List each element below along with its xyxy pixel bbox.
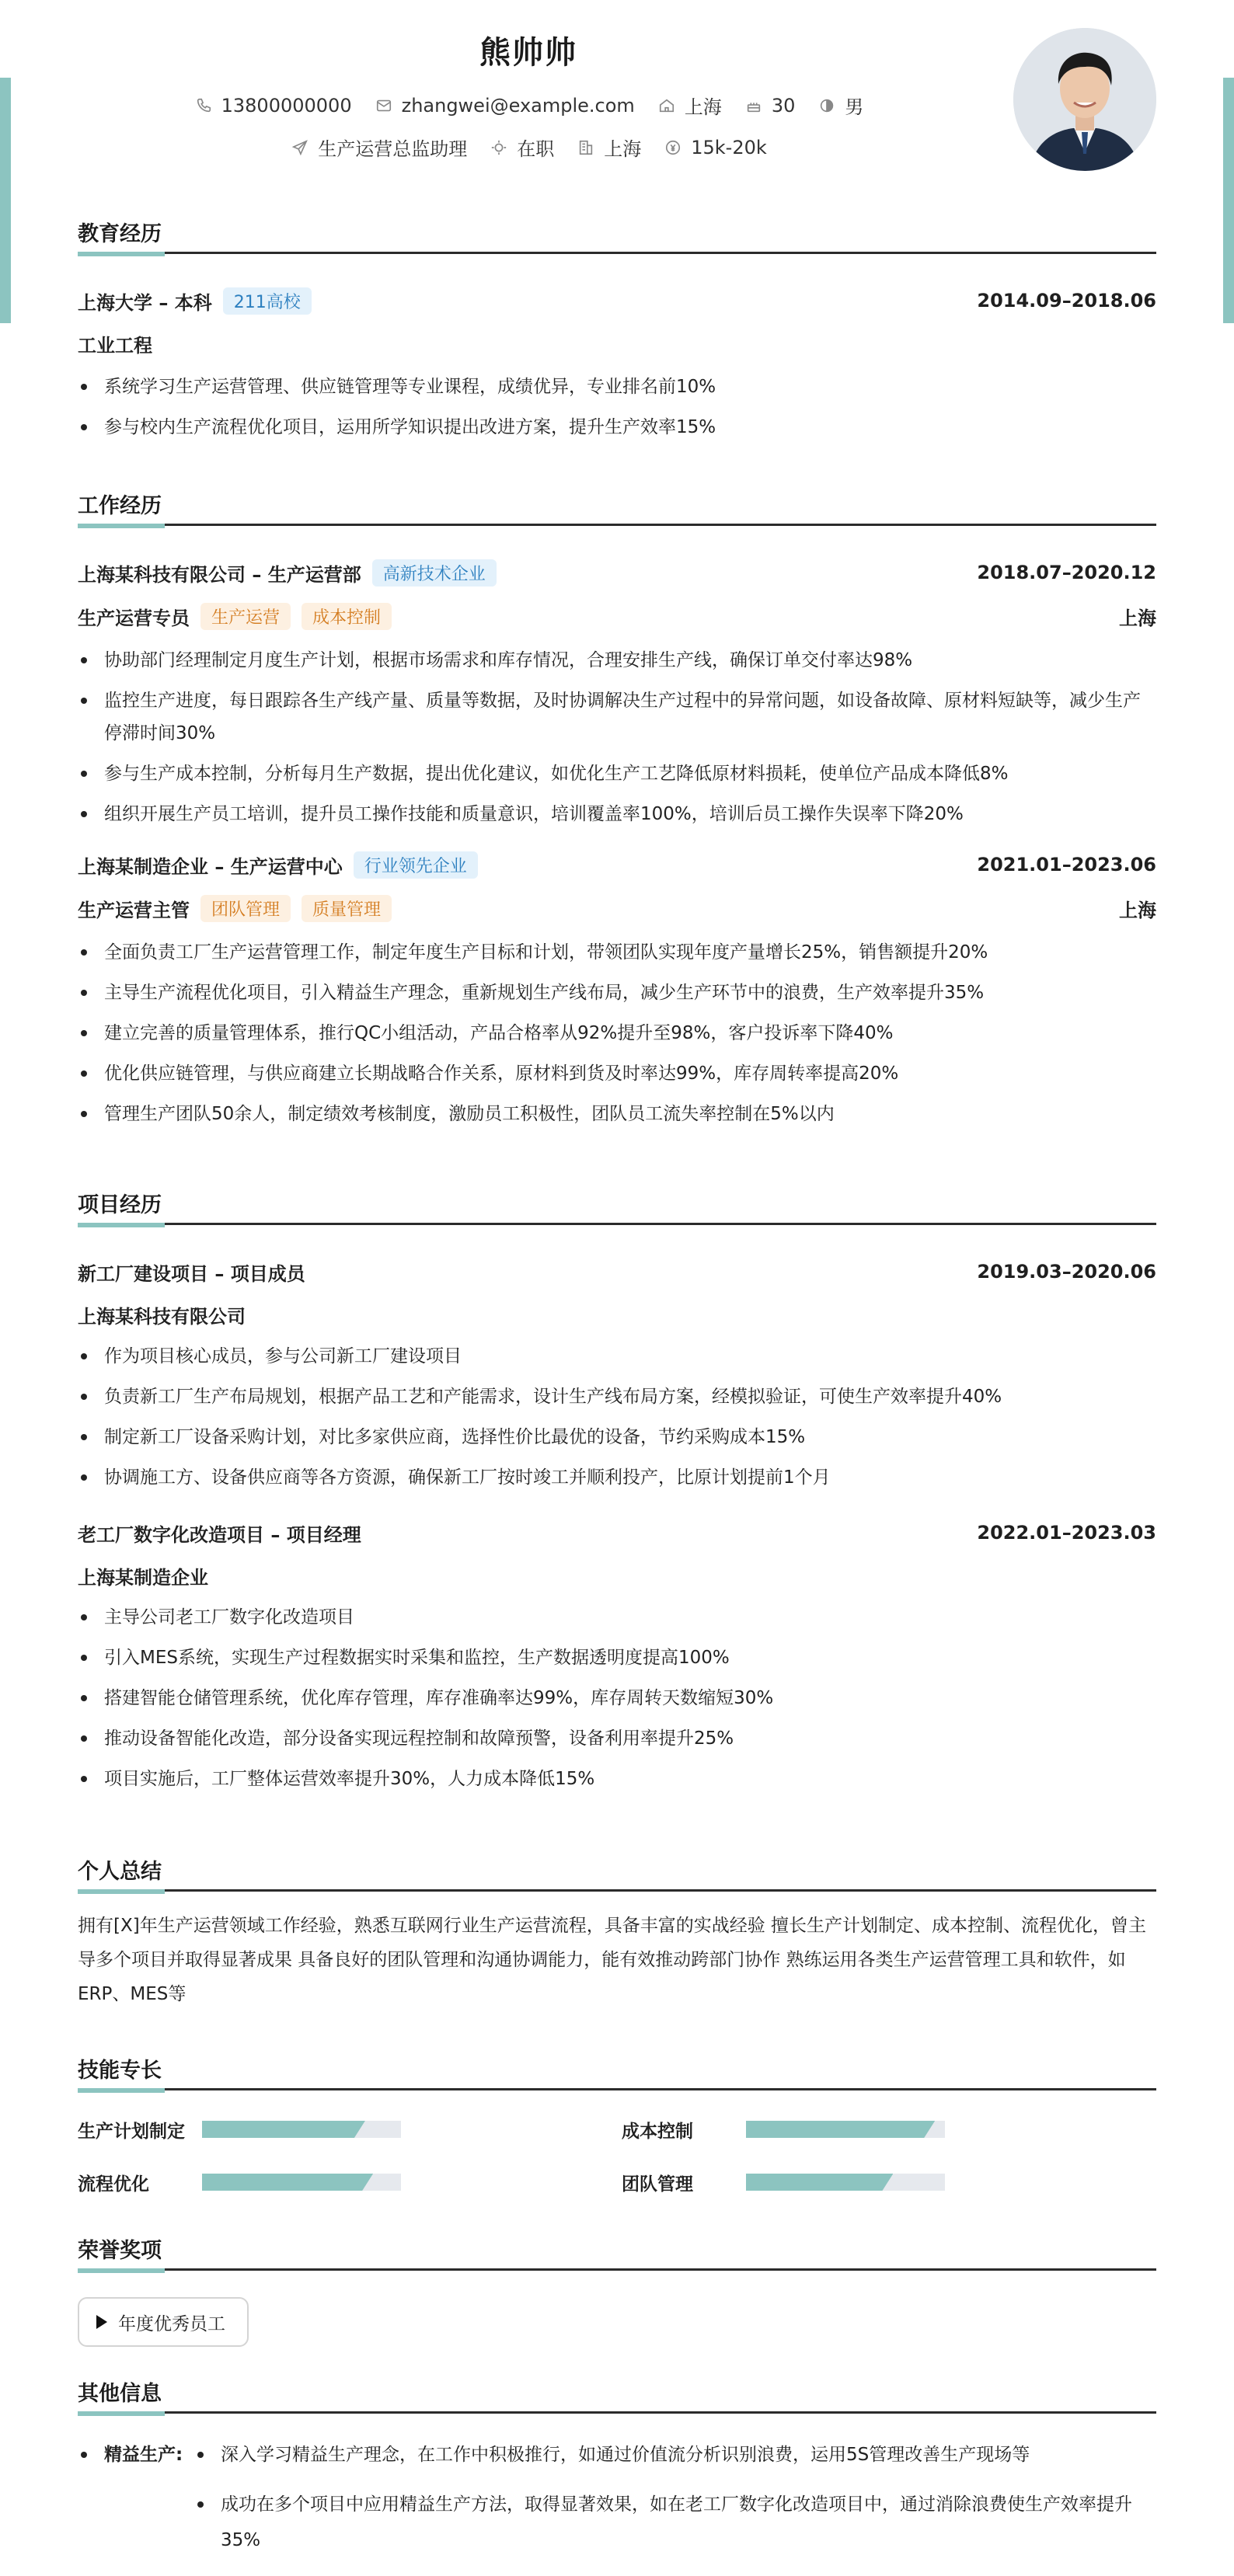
list-item: 参与校内生产流程优化项目，运用所学知识提出改进方案，提升生产效率15%: [78, 411, 1156, 444]
age-info: [744, 95, 796, 117]
section-divider: [78, 524, 1156, 526]
role-tag: 质量管理: [302, 895, 392, 922]
salary-text: 15k-20k: [691, 136, 767, 158]
company-tag: 行业领先企业: [354, 851, 478, 879]
award-badge: [78, 2297, 249, 2347]
gender-icon: [817, 96, 837, 116]
section-divider: [78, 1889, 1156, 1892]
list-item: 主导生产流程优化项目，引入精益生产理念，重新规划生产线布局，减少生产环节中的浪费，生产效率提升35%: [78, 976, 1156, 1009]
phone-icon: [193, 96, 214, 116]
list-item: 组织开展生产员工培训，提升员工操作技能和质量意识，培训覆盖率100%，培训后员工操作失误率下降20%: [78, 798, 1156, 830]
other-bullets: [194, 2437, 1156, 2558]
city-text: 上海: [684, 96, 722, 118]
job-role-row: [78, 886, 1156, 930]
project-bullets: [78, 1340, 1156, 1494]
list-item: 制定新工厂设备采购计划，对比多家供应商，选择性价比最优的设备，节约采购成本15%: [78, 1421, 1156, 1453]
salary-info: [663, 137, 767, 158]
section-divider: [78, 2411, 1156, 2414]
list-item: 主导公司老工厂数字化改造项目: [78, 1601, 1156, 1634]
project-name: 新工厂建设项目 – 项目成员: [78, 1262, 305, 1285]
project-org: 上海某制造企业: [78, 1567, 208, 1589]
other-key: 精益生产:: [104, 2437, 183, 2473]
skill-fill: [202, 2121, 365, 2138]
section-divider: [78, 252, 1156, 254]
section-divider: [78, 2088, 1156, 2090]
gender-text: 男: [845, 96, 864, 118]
skill-bar: [202, 2174, 401, 2191]
skill-item: [78, 2111, 622, 2148]
skill-bar: [746, 2121, 945, 2138]
list-item: 建立完善的质量管理体系，推行QC小组活动，产品合格率从92%提升至98%，客户投诉率下降40%: [78, 1017, 1156, 1050]
company-name: 上海某科技有限公司 – 生产运营部: [78, 563, 361, 586]
skill-fill: [746, 2121, 935, 2138]
resume-header: [78, 0, 1156, 202]
company-tag: 高新技术企业: [372, 559, 497, 587]
list-item: 系统学习生产运营管理、供应链管理等专业课程，成绩优异，专业排名前10%: [78, 371, 1156, 403]
honors-title: 荣誉奖项: [78, 2239, 162, 2263]
right-accent-bar: [1223, 78, 1234, 323]
section-divider: [78, 2268, 1156, 2271]
job-bullets: [78, 936, 1156, 1130]
phone-info: [193, 95, 352, 117]
award-label: 年度优秀员工: [118, 2313, 225, 2334]
age-text: 30: [771, 94, 796, 117]
list-item: 作为项目核心成员，参与公司新工厂建设项目: [78, 1340, 1156, 1373]
home-icon: [657, 96, 677, 116]
role-tag: 团队管理: [200, 895, 291, 922]
work-title: 工作经历: [78, 494, 162, 518]
city-info: [657, 92, 722, 119]
play-triangle-icon: [96, 2315, 107, 2329]
job-location: 上海: [1119, 607, 1156, 629]
mail-icon: [374, 96, 394, 116]
email-text: zhangwei@example.com: [401, 94, 635, 117]
work-section: [78, 489, 1156, 1138]
status-text: 在职: [517, 138, 555, 160]
job-location: 上海: [1119, 899, 1156, 921]
skill-item: [78, 2163, 622, 2201]
cake-icon: [744, 96, 764, 116]
education-bullets: [78, 371, 1156, 444]
list-item: 监控生产进度，每日跟踪各生产线产量、质量等数据，及时协调解决生产过程中的异常问题，如设备故障、原材料短缺等，减少生产停滞时间30%: [78, 684, 1156, 750]
skill-label: 流程优化: [78, 2174, 149, 2195]
project-date: 2019.03–2020.06: [977, 1261, 1156, 1283]
skills-title: 技能专长: [78, 2059, 162, 2083]
target-city-text: 上海: [604, 138, 642, 160]
education-section: [78, 218, 1156, 451]
avatar: [1013, 28, 1156, 171]
candidate-name: 熊帅帅: [479, 35, 577, 71]
list-item: 深入学习精益生产理念，在工作中积极推行，如通过价值流分析识别浪费，运用5S管理改善生产现场等: [194, 2437, 1156, 2473]
send-icon: [290, 138, 310, 158]
school-tag: 211高校: [223, 287, 312, 315]
status-icon: [489, 138, 509, 158]
project-name: 老工厂数字化改造项目 – 项目经理: [78, 1523, 361, 1546]
skill-fill: [202, 2174, 373, 2191]
job-date: 2021.01–2023.06: [977, 854, 1156, 875]
email-info: [374, 95, 635, 117]
list-item: 推动设备智能化改造，部分设备实现远程控制和故障预警，设备利用率提升25%: [78, 1722, 1156, 1755]
project-row: [78, 1511, 1156, 1554]
job-company-row: [78, 551, 1156, 594]
skills-grid: [78, 2111, 1156, 2201]
resume-page: [78, 0, 1156, 2550]
skill-fill: [746, 2174, 893, 2191]
major: 工业工程: [78, 335, 152, 357]
role-tag: 生产运营: [200, 603, 291, 630]
projects-section: [78, 1189, 1156, 1803]
education-date: 2014.09–2018.06: [977, 290, 1156, 312]
status-info: [489, 134, 554, 161]
list-item: 引入MES系统，实现生产过程数据实时采集和监控，生产数据透明度提高100%: [78, 1641, 1156, 1674]
left-accent-bar: [0, 78, 11, 323]
projects-title: 项目经历: [78, 1193, 162, 1217]
skill-bar: [202, 2121, 401, 2138]
company-name: 上海某制造企业 – 生产运营中心: [78, 855, 343, 878]
honors-section: [78, 2234, 1156, 2347]
job-company-row: [78, 843, 1156, 886]
role-tag: 成本控制: [302, 603, 392, 630]
position-info: [290, 134, 467, 161]
project-date: 2022.01–2023.03: [977, 1522, 1156, 1544]
skills-section: [78, 2054, 1156, 2201]
list-item: 协助部门经理制定月度生产计划，根据市场需求和库存情况，合理安排生产线，确保订单交付率达98%: [78, 644, 1156, 677]
skill-item: [622, 2111, 1156, 2148]
project-row: [78, 1250, 1156, 1293]
list-item: 项目实施后，工厂整体运营效率提升30%，人力成本降低15%: [78, 1763, 1156, 1795]
money-icon: [663, 138, 683, 158]
target-city-info: [576, 134, 641, 161]
skill-label: 生产计划制定: [78, 2121, 185, 2142]
project-org: 上海某科技有限公司: [78, 1306, 246, 1328]
list-item: 负责新工厂生产布局规划，根据产品工艺和产能需求，设计生产线布局方案，经模拟验证，可使生产效率提升40%: [78, 1380, 1156, 1413]
skill-item: [622, 2163, 1156, 2201]
education-row: [78, 279, 1156, 322]
other-section: [78, 2377, 1156, 2572]
school-name: 上海大学 – 本科: [78, 291, 212, 314]
skill-bar: [746, 2174, 945, 2191]
other-title: 其他信息: [78, 2382, 162, 2406]
list-item: 优化供应链管理，与供应商建立长期战略合作关系，原材料到货及时率达99%，库存周转率提高20%: [78, 1057, 1156, 1090]
building-icon: [576, 138, 596, 158]
other-item: [78, 2437, 1156, 2558]
position-text: 生产运营总监助理: [318, 138, 468, 160]
phone-text: 13800000000: [221, 94, 352, 117]
job-intent-row: [78, 134, 979, 161]
job-role-row: [78, 594, 1156, 638]
gender-info: [817, 92, 863, 119]
job-role: 生产运营主管: [78, 899, 190, 921]
summary-text: 拥有[X]年生产运营领域工作经验，熟悉互联网行业生产运营流程，具备丰富的实战经验 擅长生产计划制定、成本控制、流程优化，曾主导多个项目并取得显著成果 具备良好的团队管理和沟通协调能力，能有效推动跨部门协作 熟练运用各类生产运营管理工具和软件，如ERP、MES等: [78, 1916, 1147, 2004]
education-title: 教育经历: [78, 222, 162, 246]
summary-title: 个人总结: [78, 1860, 162, 1884]
summary-section: [78, 1855, 1156, 2011]
skill-label: 团队管理: [622, 2174, 693, 2195]
project-bullets: [78, 1601, 1156, 1795]
job-date: 2018.07–2020.12: [977, 562, 1156, 583]
job-role: 生产运营专员: [78, 607, 190, 629]
section-divider: [78, 1223, 1156, 1225]
contact-row: [78, 92, 979, 119]
skill-label: 成本控制: [622, 2121, 693, 2142]
list-item: 协调施工方、设备供应商等各方资源，确保新工厂按时竣工并顺利投产，比原计划提前1个月: [78, 1461, 1156, 1494]
list-item: 全面负责工厂生产运营管理工作，制定年度生产目标和计划，带领团队实现年度产量增长25%，销售额提升20%: [78, 936, 1156, 969]
list-item: 成功在多个项目中应用精益生产方法，取得显著效果，如在老工厂数字化改造项目中，通过消除浪费使生产效率提升35%: [194, 2487, 1156, 2558]
job-bullets: [78, 644, 1156, 830]
list-item: 搭建智能仓储管理系统，优化库存管理，库存准确率达99%，库存周转天数缩短30%: [78, 1682, 1156, 1714]
list-item: 参与生产成本控制，分析每月生产数据，提出优化建议，如优化生产工艺降低原材料损耗，使单位产品成本降低8%: [78, 757, 1156, 790]
list-item: 管理生产团队50余人，制定绩效考核制度，激励员工积极性，团队员工流失率控制在5%以内: [78, 1098, 1156, 1130]
